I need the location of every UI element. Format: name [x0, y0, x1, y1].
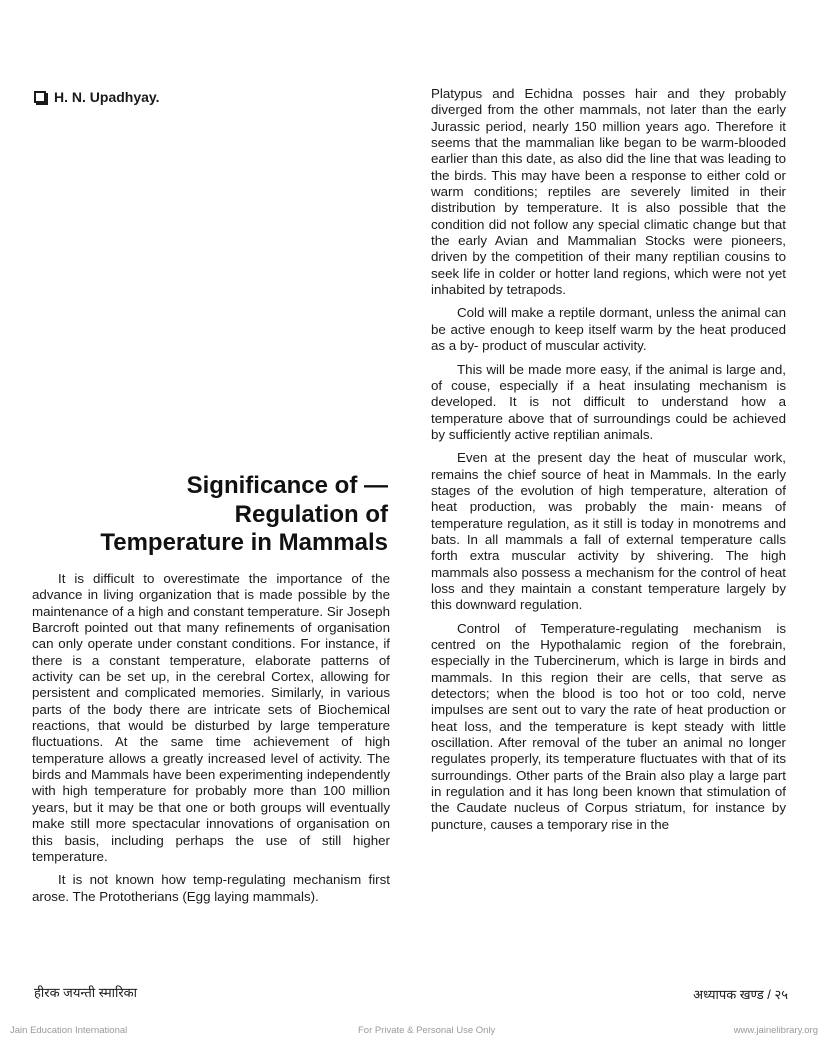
- title-line-2: Regulation of: [234, 500, 388, 528]
- left-column: [32, 571, 390, 912]
- footnote-source: Jain Education International: [10, 1025, 128, 1036]
- paragraph: It is difficult to overestimate the importance of the advance in living organization that is made possible by the maintenance of a high and constant temperature. Sir Joseph Barcroft pointed out that many refinements of organisation can only operate under constant conditions. For instance, if there is a constant temperature, elaborate patterns of activity can be set up, in the cerebral Cortex, allowing for persistent and complicated memories. Similarly, in various parts of the body there are intricate sets of Biochemical reactions, that would be disturbed by large temperature fluctuations. At the same time achievement of high temperature allows a greatly increased level of activity. The birds and Mammals have been experimenting independently with high temperature for probably more than 100 million years, but it may be that one or both groups will eventually make still more spectacular innovations of organisation on this basis, including perhaps the use of still higher temperature.: [32, 571, 390, 864]
- footnote-website: www.jainelibrary.org: [733, 1025, 818, 1036]
- paragraph: Cold will make a reptile dormant, unless the animal can be active enough to keep itself warm by the heat produced as a by- product of muscular activity.: [431, 305, 786, 354]
- title-line-3: Temperature in Mammals: [100, 529, 388, 556]
- paragraph: This will be made more easy, if the animal is large and, of couse, especially if a heat insulating mechanism is developed. It is not difficult to understand how a temperature above that of surroundings could be achieved by sufficiently active reptilian animals.: [431, 361, 786, 442]
- article-title: [28, 472, 388, 558]
- paragraph: Even at the present day the heat of muscular work, remains the chief source of heat in Mammals. In the early stages of the evolution of high temperature, alteration of heat production, was probably the main means of temperature regulation, as it still is today in monotrems and bats. In all mammals a fall of external temperature calls forth extra muscular activity by shivering. The high mammals also possess a mechanism for the control of heat loss and they maintain a constant temperature largely by this downward regulation.: [431, 450, 786, 613]
- footer-page-number: अध्यापक खण्ड / २५: [693, 987, 788, 1002]
- footnote-usage: For Private & Personal Use Only: [358, 1025, 496, 1036]
- right-column: [431, 86, 786, 840]
- paragraph: Control of Temperature-regulating mechanism is centred on the Hypothalamic region of the forebrain, especially in the Tubercinerum, which is large in birds and mammals. In this region their are cells, that serve as detectors; when the blood is too hot or too cold, nerve impulses are sent out to vary the rate of heat production or heat loss, and the temperature is kept steady with little oscillation. After removal of the tuber an animal no longer regulates properly, its temperature fluctuates with that of its surroundings. Other parts of the Brain also play a large part in regulation and it has long been known that stimulation of the Caudate nucleus of Corpus striatum, for instance by puncture, causes a temporary rise in the: [431, 620, 786, 832]
- author-byline: [34, 89, 160, 105]
- title-line-1: Significance of —: [186, 472, 388, 499]
- author-name: H. N. Upadhyay.: [54, 89, 160, 105]
- checkbox-square-icon: [34, 91, 46, 103]
- footer-publication: हीरक जयन्ती स्मारिका: [34, 985, 137, 1000]
- paragraph: Platypus and Echidna posses hair and they probably diverged from the other mammals, not later than the early Jurassic period, nearly 150 million years ago. Therefore it seems that the mammalian like began to be warm-blooded earlier than this date, as also did the line that was leading to the birds. This may have been a response to either cold or warm conditions; reptiles are severely limited in their distribution by temperature. It is also possible that the condition did not follow any special climatic change but that the early Avian and Mammalian Stocks were pioneers, driven by the competition of their many reptilian cousins to seek life in colder or hotter land regions, which were not yet inhabited by tetrapods.: [431, 86, 786, 298]
- paragraph: It is not known how temp-regulating mechanism first arose. The Prototherians (Egg laying mammals).: [32, 872, 390, 904]
